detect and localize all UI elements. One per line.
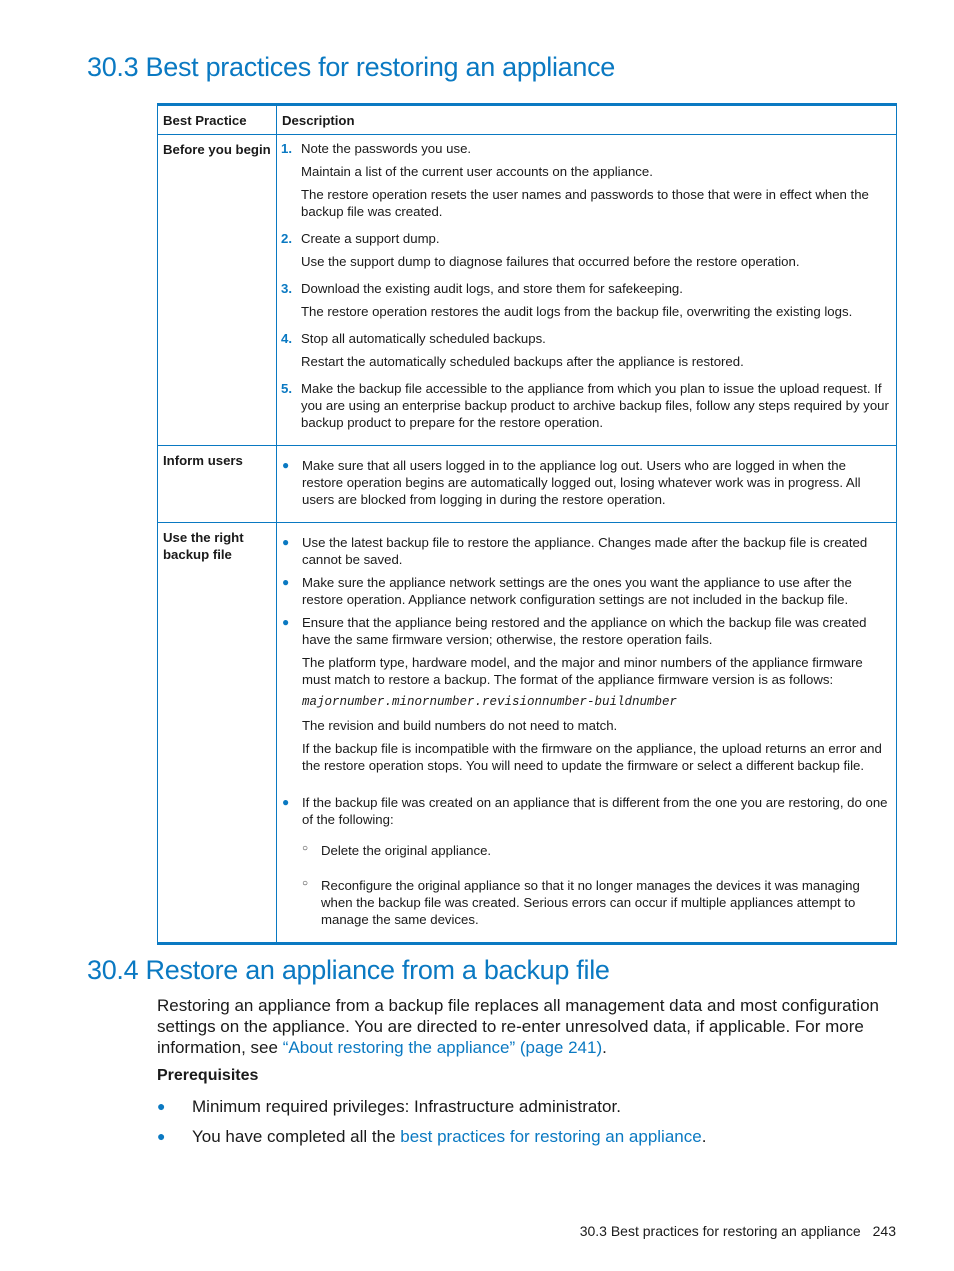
- list-item: [281, 534, 890, 568]
- bullet-icon: ●: [282, 575, 290, 589]
- footer-section: 30.3 Best practices for restoring an appliance: [579, 1223, 861, 1239]
- sub-bullet-text: Delete the original appliance.: [321, 843, 492, 858]
- step-number: 3.: [281, 281, 292, 296]
- prereq-text: You have completed all the: [192, 1127, 401, 1146]
- description-cell: [277, 135, 897, 446]
- header-description: Description: [277, 105, 897, 135]
- bullet-icon: ●: [282, 615, 290, 629]
- best-practices-table: [157, 103, 897, 945]
- page-number: 243: [872, 1223, 896, 1239]
- step-text: Restart the automatically scheduled backups after the appliance is restored.: [301, 354, 744, 369]
- sub-list-item: [302, 877, 890, 928]
- page-footer: [580, 1223, 896, 1239]
- bullet-text: Make sure that all users logged in to the appliance log out. Users who are logged in when the restore operation begins are automatically logged out, losing whatever work was in progress. All users are blocked from logging in during the restore operation.: [302, 458, 861, 507]
- about-restoring-link[interactable]: “About restoring the appliance” (page 241): [282, 1038, 603, 1057]
- prereq-text: Minimum required privileges: Infrastructure administrator.: [192, 1097, 621, 1116]
- step-number: 5.: [281, 381, 292, 396]
- bullet-text: The platform type, hardware model, and the major and minor numbers of the appliance firmware must match to restore a backup. The format of the appliance firmware version is as follows:: [302, 655, 863, 687]
- firmware-format-code: majornumber.minornumber.revisionnumber-buildnumber: [302, 695, 678, 709]
- step-number: 1.: [281, 141, 292, 156]
- list-item: [281, 574, 890, 608]
- section-heading-restore: 30.4 Restore an appliance from a backup file: [87, 955, 610, 985]
- bullet-icon: ●: [282, 535, 290, 549]
- bullet-icon: ●: [282, 458, 290, 472]
- step-text: Use the support dump to diagnose failures that occurred before the restore operation.: [301, 254, 800, 269]
- step-item: [281, 330, 890, 376]
- bullet-text: Ensure that the appliance being restored and the appliance on which the backup file was created have the same firmware version; otherwise, the restore operation fails.: [302, 615, 867, 647]
- table-header-row: [158, 105, 897, 135]
- sub-bullet-text: Reconfigure the original appliance so that it no longer manages the devices it was managing when the backup file was created. Serious errors can occur if multiple appliances attempt to manage the same devices.: [321, 878, 860, 927]
- table-row: [158, 523, 897, 944]
- intro-text: Restoring an appliance from a backup file replaces all management data and most configuration settings on the appliance. You are directed to re-enter unresolved data, if applicable. For more information, see: [157, 996, 879, 1057]
- step-text: Create a support dump.: [301, 231, 440, 246]
- list-item: [281, 794, 890, 928]
- bullet-text: Make sure the appliance network settings are the ones you want the appliance to use after the restore operation. Appliance network configuration settings are not included in the backup file.: [302, 575, 852, 607]
- bullet-text: The revision and build numbers do not need to match.: [302, 718, 618, 733]
- intro-paragraph: [157, 995, 902, 1058]
- intro-end: .: [602, 1038, 607, 1057]
- table-row: [158, 446, 897, 523]
- circle-bullet-icon: ○: [302, 843, 309, 854]
- step-text: The restore operation restores the audit logs from the backup file, overwriting the existing logs.: [301, 304, 853, 319]
- step-text: Note the passwords you use.: [301, 141, 472, 156]
- bullet-icon: ●: [282, 795, 290, 809]
- table-row: [158, 135, 897, 446]
- practice-use-right-backup: Use the right backup file: [158, 523, 277, 944]
- step-item: [281, 380, 890, 437]
- bullet-text: If the backup file was created on an appliance that is different from the one you are restoring, do one of the following:: [302, 795, 888, 827]
- step-text: Download the existing audit logs, and store them for safekeeping.: [301, 281, 683, 296]
- step-item: [281, 280, 890, 326]
- section-heading-best-practices: 30.3 Best practices for restoring an appliance: [87, 52, 616, 82]
- list-item: [281, 457, 890, 508]
- bullet-icon: ●: [157, 1128, 166, 1144]
- list-item: [281, 614, 890, 780]
- list-item: [157, 1096, 902, 1117]
- prerequisites-heading: Prerequisites: [157, 1067, 259, 1084]
- description-cell: [277, 446, 897, 523]
- step-text: Make the backup file accessible to the appliance from which you plan to issue the upload request. If you are using an enterprise backup product to archive backup files, follow any steps required by your backup product to prepare for the restore operation.: [301, 381, 889, 430]
- prereq-end: .: [701, 1127, 707, 1146]
- step-text: Maintain a list of the current user accounts on the appliance.: [301, 164, 653, 179]
- prerequisites-list: [157, 1096, 902, 1147]
- step-number: 4.: [281, 331, 292, 346]
- description-cell: [277, 523, 897, 944]
- bullet-text: Use the latest backup file to restore the appliance. Changes made after the backup file is created cannot be saved.: [302, 535, 868, 567]
- bullet-text: If the backup file is incompatible with the firmware on the appliance, the upload returns an error and the restore operation stops. You will need to update the firmware or select a different backup file.: [302, 741, 882, 773]
- step-text: The restore operation resets the user names and passwords to those that were in effect when the backup file was created.: [301, 187, 869, 219]
- best-practices-link[interactable]: best practices for restoring an appliance: [400, 1127, 702, 1146]
- step-number: 2.: [281, 231, 292, 246]
- step-text: Stop all automatically scheduled backups.: [301, 331, 546, 346]
- header-best-practice: Best Practice: [158, 105, 277, 135]
- practice-before-you-begin: Before you begin: [158, 135, 277, 446]
- sub-list-item: [302, 842, 890, 859]
- list-item: [157, 1126, 902, 1147]
- bullet-icon: ●: [157, 1098, 166, 1114]
- step-item: [281, 230, 890, 276]
- practice-inform-users: Inform users: [158, 446, 277, 523]
- circle-bullet-icon: ○: [302, 878, 309, 889]
- step-item: [281, 140, 890, 226]
- restore-body: [157, 995, 902, 1156]
